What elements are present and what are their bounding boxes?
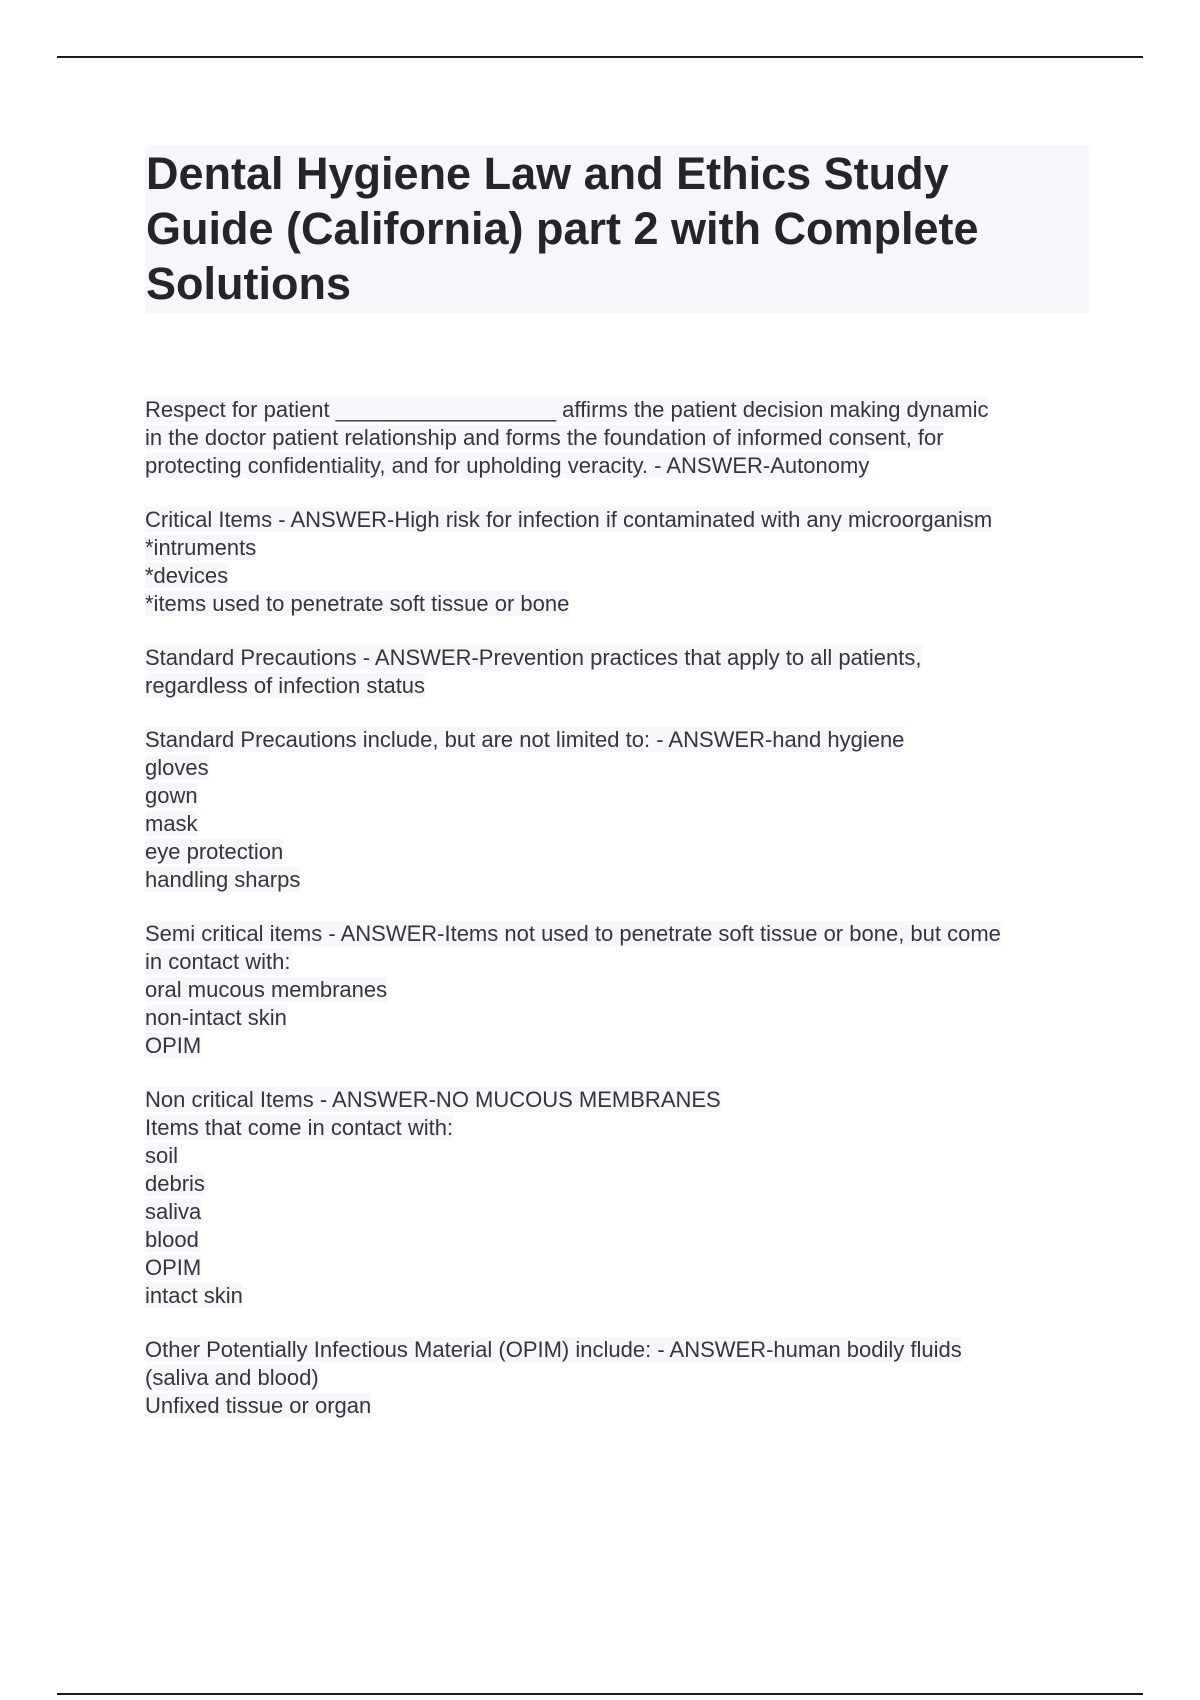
qa-entry-standard-precautions [145, 644, 1095, 700]
qa-line: Other Potentially Infectious Material (OPIM) include: - ANSWER-human bodily fluids [145, 1337, 962, 1362]
qa-line: Semi critical items - ANSWER-Items not used to penetrate soft tissue or bone, but come [145, 921, 1001, 946]
title-line: Solutions [146, 258, 351, 309]
qa-entry-critical-items [145, 506, 1095, 618]
header-rule [57, 56, 1143, 58]
qa-line: in contact with: [145, 949, 291, 974]
qa-line: Standard Precautions - ANSWER-Prevention practices that apply to all patients, [145, 645, 922, 670]
qa-line: Non critical Items - ANSWER-NO MUCOUS MEMBRANES [145, 1087, 721, 1112]
qa-line: OPIM [145, 1255, 202, 1280]
qa-line: *items used to penetrate soft tissue or bone [145, 591, 570, 616]
qa-line: Unfixed tissue or organ [145, 1393, 372, 1418]
qa-entry-non-critical-items [145, 1086, 1095, 1310]
qa-line: handling sharps [145, 867, 301, 892]
qa-line: debris [145, 1171, 205, 1196]
qa-line: *devices [145, 563, 229, 588]
qa-entry-opim [145, 1336, 1095, 1420]
qa-line: mask [145, 811, 198, 836]
document-title [146, 145, 1089, 311]
qa-line: eye protection [145, 839, 284, 864]
title-line: Guide (California) part 2 with Complete [146, 203, 979, 254]
qa-list [145, 396, 1095, 1446]
qa-line: Items that come in contact with: [145, 1115, 454, 1140]
qa-entry-semi-critical-items [145, 920, 1095, 1060]
qa-line: in the doctor patient relationship and forms the foundation of informed consent, for [145, 425, 944, 450]
qa-line: *intruments [145, 535, 257, 560]
qa-line: protecting confidentiality, and for upholding veracity. - ANSWER-Autonomy [145, 453, 870, 478]
qa-line: saliva [145, 1199, 202, 1224]
qa-line: Respect for patient __________________ affirms the patient decision making dynamic [145, 397, 989, 422]
qa-line: oral mucous membranes [145, 977, 388, 1002]
qa-line: intact skin [145, 1283, 243, 1308]
qa-line: regardless of infection status [145, 673, 426, 698]
title-block [145, 145, 1089, 313]
qa-line: (saliva and blood) [145, 1365, 319, 1390]
qa-line: Standard Precautions include, but are not limited to: - ANSWER-hand hygiene [145, 727, 905, 752]
qa-line: blood [145, 1227, 199, 1252]
title-line: Dental Hygiene Law and Ethics Study [146, 148, 949, 199]
qa-line: Critical Items - ANSWER-High risk for infection if contaminated with any microorganism [145, 507, 993, 532]
qa-line: gown [145, 783, 198, 808]
qa-entry-autonomy [145, 396, 1095, 480]
footer-rule [57, 1693, 1143, 1695]
qa-line: soil [145, 1143, 179, 1168]
qa-line: gloves [145, 755, 209, 780]
qa-entry-standard-precautions-include [145, 726, 1095, 894]
qa-line: non-intact skin [145, 1005, 287, 1030]
qa-line: OPIM [145, 1033, 202, 1058]
